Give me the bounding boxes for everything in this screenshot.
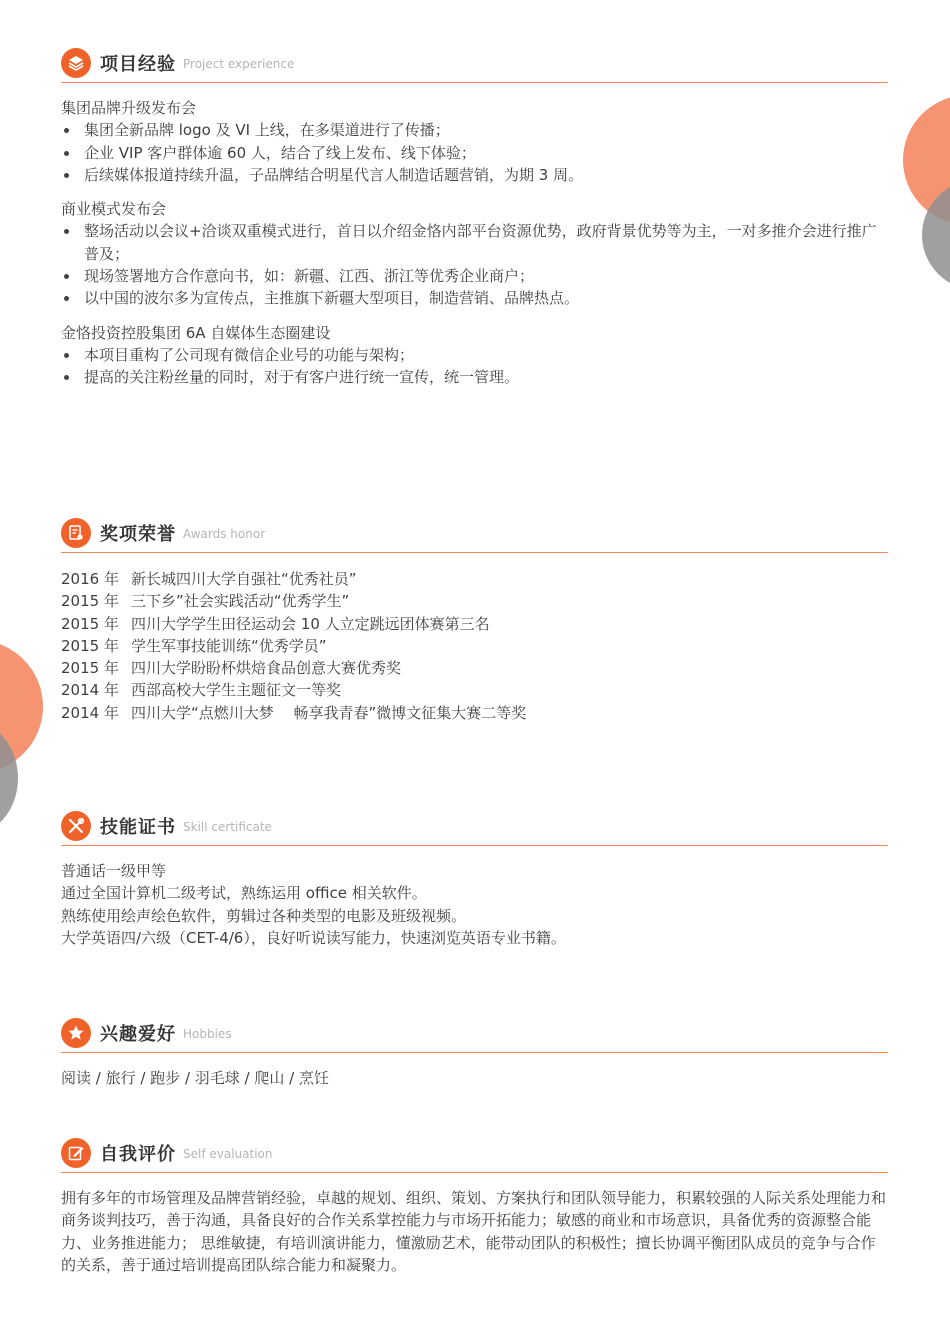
section-title: 技能证书 <box>100 817 176 838</box>
project-bullet: 后续媒体报道持续升温，子品牌结合明星代言人制造话题营销，为期 3 周。 <box>61 164 888 186</box>
tools-icon <box>61 811 91 841</box>
award-row <box>61 702 888 724</box>
skill-line: 通过全国计算机二级考试，熟练运用 office 相关软件。 <box>61 884 427 903</box>
project-bullet: 集团全新品牌 logo 及 VI 上线，在多渠道进行了传播； <box>61 119 888 141</box>
hobbies-text: 阅读 / 旅行 / 跑步 / 羽毛球 / 爬山 / 烹饪 <box>61 1069 329 1087</box>
section-title: 兴趣爱好 <box>100 1024 176 1045</box>
award-row <box>61 635 888 657</box>
edit-icon <box>61 1138 91 1168</box>
award-text: 新长城四川大学自强社“优秀社员” <box>131 570 357 588</box>
award-row <box>61 568 888 590</box>
award-row <box>61 657 888 679</box>
section-self-evaluation <box>61 1138 888 1276</box>
project-title: 商业模式发布会 <box>61 200 167 219</box>
section-subtitle: Awards honor <box>183 527 266 541</box>
project-title: 集团品牌升级发布会 <box>61 99 197 117</box>
project-item <box>61 97 888 186</box>
skill-line: 熟练使用绘声绘色软件，剪辑过各种类型的电影及班级视频。 <box>61 906 467 925</box>
project-bullet: 以中国的波尔多为宣传点，主推旗下新疆大型项目，制造营销、品牌热点。 <box>61 287 888 309</box>
section-title: 项目经验 <box>100 54 176 75</box>
section-header <box>61 1138 888 1173</box>
project-bullet: 本项目重构了公司现有微信企业号的功能与架构； <box>61 344 888 366</box>
section-skills <box>61 811 888 949</box>
award-text: 学生军事技能训练“优秀学员” <box>131 636 327 655</box>
section-title: 自我评价 <box>100 1144 176 1165</box>
project-bullet: 企业 VIP 客户群体逾 60 人，结合了线上发布、线下体验； <box>61 142 888 164</box>
project-bullet: 现场签署地方合作意向书，如：新疆、江西、浙江等优秀企业商户； <box>61 265 888 287</box>
project-list <box>61 97 888 389</box>
award-year: 2015 年 <box>61 592 119 611</box>
award-list <box>61 568 888 724</box>
section-header <box>61 48 888 83</box>
star-icon <box>61 1018 91 1048</box>
award-row <box>61 590 888 612</box>
project-title: 金恪投资控股集团 6A 自媒体生态圈建设 <box>61 323 331 342</box>
award-year: 2016 年 <box>61 570 119 588</box>
section-header <box>61 1018 888 1053</box>
section-title: 奖项荣誉 <box>100 524 176 545</box>
layers-icon <box>61 48 91 78</box>
award-text: 四川大学学生田径运动会 10 人立定跳远团体赛第三名 <box>131 614 490 633</box>
section-projects <box>61 48 888 389</box>
award-year: 2014 年 <box>61 681 119 700</box>
award-row <box>61 613 888 635</box>
award-text: 四川大学“点燃川大梦 畅享我青春”微博文征集大赛二等奖 <box>131 703 527 722</box>
award-year: 2015 年 <box>61 659 119 678</box>
project-bullet: 整场活动以会议+洽谈双重模式进行，首日以介绍金恪内部平台资源优势，政府背景优势等为主，一对多推介会进行推广普及； <box>61 220 888 265</box>
skill-line: 普通话一级甲等 <box>61 862 167 880</box>
award-year: 2014 年 <box>61 703 119 722</box>
project-item <box>61 322 888 389</box>
section-subtitle: Project experience <box>183 57 295 71</box>
award-year: 2015 年 <box>61 636 119 655</box>
section-subtitle: Hobbies <box>183 1027 232 1041</box>
section-hobbies <box>61 1018 888 1089</box>
self-evaluation-text: 拥有多年的市场管理及品牌营销经验，卓越的规划、组织、策划、方案执行和团队领导能力，积累较强的人际关系处理能力和商务谈判技巧，善于沟通，具备良好的合作关系掌控能力与市场开拓能力；敏感的商业和市场意识，具备优秀的资源整合能力、业务推进能力； 思维敏捷，有培训演讲能力，懂激励艺术，能带动团队的积极性；擅长协调平衡团队成员的竞争与合作的关系，善于通过培训提高团队综合能力和凝聚力。 <box>61 1189 887 1274</box>
skill-line: 大学英语四/六级（CET-4/6），良好听说读写能力，快速浏览英语专业书籍。 <box>61 928 566 947</box>
certificate-icon <box>61 518 91 548</box>
section-subtitle: Self evaluation <box>183 1147 273 1161</box>
award-text: 三下乡”社会实践活动“优秀学生” <box>131 592 350 611</box>
skill-list <box>61 860 888 949</box>
section-subtitle: Skill certificate <box>183 820 272 834</box>
award-text: 四川大学盼盼杯烘焙食品创意大赛优秀奖 <box>131 659 402 678</box>
award-year: 2015 年 <box>61 614 119 633</box>
section-header <box>61 811 888 846</box>
project-bullet: 提高的关注粉丝量的同时，对于有客户进行统一宣传，统一管理。 <box>61 366 888 388</box>
section-header <box>61 518 888 553</box>
award-text: 西部高校大学生主题征文一等奖 <box>131 681 342 700</box>
award-row <box>61 679 888 701</box>
project-item <box>61 198 888 309</box>
section-awards <box>61 518 888 724</box>
